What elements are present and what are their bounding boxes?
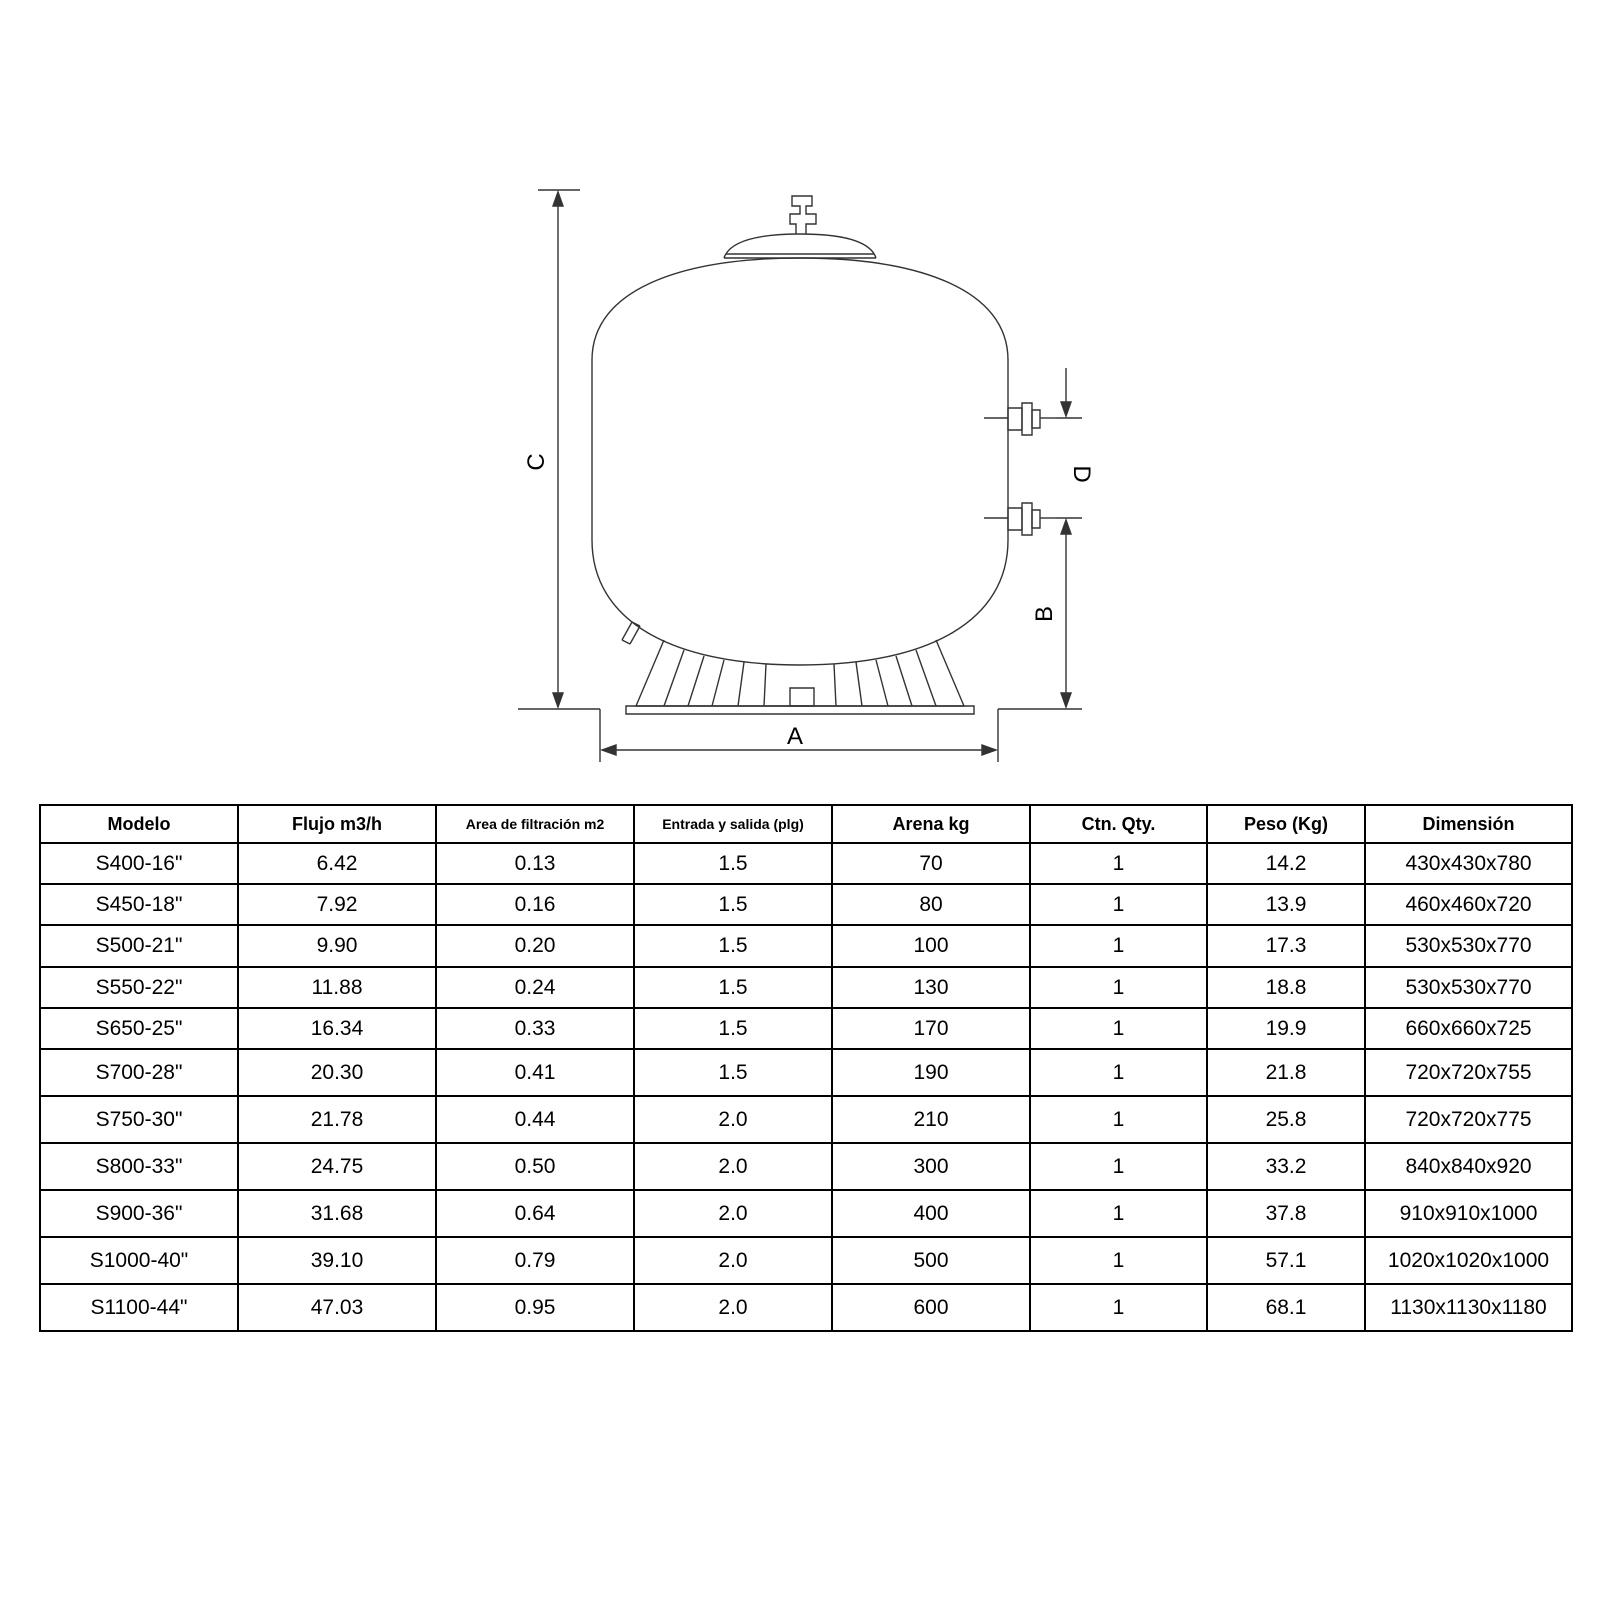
cell-entrada: 1.5 [634, 884, 832, 925]
cell-entrada: 1.5 [634, 1049, 832, 1096]
cell-peso: 19.9 [1207, 1008, 1365, 1049]
cell-modelo: S1100-44" [40, 1284, 238, 1331]
cell-ctn-qty: 1 [1030, 967, 1207, 1008]
cell-entrada: 1.5 [634, 967, 832, 1008]
cell-area: 0.95 [436, 1284, 634, 1331]
cell-peso: 37.8 [1207, 1190, 1365, 1237]
cell-flujo: 6.42 [238, 843, 436, 884]
dimension-label-c: C [523, 453, 550, 471]
cell-ctn-qty: 1 [1030, 925, 1207, 967]
cell-modelo: S550-22" [40, 967, 238, 1008]
cell-entrada: 1.5 [634, 843, 832, 884]
column-header-flujo: Flujo m3/h [238, 805, 436, 843]
cell-dimension: 1020x1020x1000 [1365, 1237, 1572, 1284]
cell-area: 0.13 [436, 843, 634, 884]
cell-entrada: 2.0 [634, 1237, 832, 1284]
cell-peso: 13.9 [1207, 884, 1365, 925]
tank-body [592, 258, 1008, 665]
cell-ctn-qty: 1 [1030, 1008, 1207, 1049]
cell-modelo: S900-36" [40, 1190, 238, 1237]
sand-filter-diagram [0, 0, 1600, 790]
dimension-label-a: A [786, 723, 804, 750]
cell-entrada: 2.0 [634, 1096, 832, 1143]
cell-dimension: 460x460x720 [1365, 884, 1572, 925]
cell-entrada: 1.5 [634, 925, 832, 967]
cell-area: 0.50 [436, 1143, 634, 1190]
cell-ctn-qty: 1 [1030, 884, 1207, 925]
cell-arena: 300 [832, 1143, 1030, 1190]
drain-port [622, 622, 640, 644]
cell-modelo: S650-25" [40, 1008, 238, 1049]
table-row [40, 843, 1572, 884]
table-row [40, 1096, 1572, 1143]
cell-arena: 190 [832, 1049, 1030, 1096]
cell-peso: 57.1 [1207, 1237, 1365, 1284]
top-valve [790, 196, 816, 234]
cell-dimension: 530x530x770 [1365, 967, 1572, 1008]
cell-area: 0.16 [436, 884, 634, 925]
cell-modelo: S1000-40" [40, 1237, 238, 1284]
cell-flujo: 39.10 [238, 1237, 436, 1284]
cell-modelo: S750-30" [40, 1096, 238, 1143]
cell-arena: 80 [832, 884, 1030, 925]
dimension-label-b: B [1031, 605, 1058, 623]
cell-ctn-qty: 1 [1030, 1237, 1207, 1284]
cell-arena: 210 [832, 1096, 1030, 1143]
cell-dimension: 720x720x755 [1365, 1049, 1572, 1096]
cell-flujo: 31.68 [238, 1190, 436, 1237]
cell-ctn-qty: 1 [1030, 1096, 1207, 1143]
specifications-table [39, 804, 1573, 1332]
cell-area: 0.24 [436, 967, 634, 1008]
column-header-entrada: Entrada y salida (plg) [634, 805, 832, 843]
cell-area: 0.64 [436, 1190, 634, 1237]
cell-arena: 500 [832, 1237, 1030, 1284]
cell-peso: 14.2 [1207, 843, 1365, 884]
table-row [40, 967, 1572, 1008]
cell-entrada: 2.0 [634, 1284, 832, 1331]
table-row [40, 925, 1572, 967]
cell-arena: 100 [832, 925, 1030, 967]
cell-arena: 170 [832, 1008, 1030, 1049]
cell-flujo: 21.78 [238, 1096, 436, 1143]
cell-entrada: 1.5 [634, 1008, 832, 1049]
cell-area: 0.41 [436, 1049, 634, 1096]
table-row [40, 1143, 1572, 1190]
cell-arena: 400 [832, 1190, 1030, 1237]
column-header-arena: Arena kg [832, 805, 1030, 843]
table-row [40, 884, 1572, 925]
cell-flujo: 11.88 [238, 967, 436, 1008]
cell-ctn-qty: 1 [1030, 1190, 1207, 1237]
table-row [40, 1190, 1572, 1237]
cell-arena: 600 [832, 1284, 1030, 1331]
table-row [40, 1284, 1572, 1331]
tank-base [626, 640, 974, 714]
cell-flujo: 24.75 [238, 1143, 436, 1190]
table-row [40, 1049, 1572, 1096]
cell-area: 0.44 [436, 1096, 634, 1143]
cell-arena: 70 [832, 843, 1030, 884]
lower-port [984, 503, 1056, 535]
upper-port [984, 403, 1056, 435]
cell-entrada: 2.0 [634, 1190, 832, 1237]
cell-flujo: 7.92 [238, 884, 436, 925]
column-header-modelo: Modelo [40, 805, 238, 843]
cell-modelo: S450-18" [40, 884, 238, 925]
cell-flujo: 16.34 [238, 1008, 436, 1049]
cell-dimension: 660x660x725 [1365, 1008, 1572, 1049]
column-header-dimension: Dimensión [1365, 805, 1572, 843]
cell-ctn-qty: 1 [1030, 1049, 1207, 1096]
cell-ctn-qty: 1 [1030, 843, 1207, 884]
cell-arena: 130 [832, 967, 1030, 1008]
cell-ctn-qty: 1 [1030, 1143, 1207, 1190]
cell-peso: 33.2 [1207, 1143, 1365, 1190]
cell-dimension: 1130x1130x1180 [1365, 1284, 1572, 1331]
cell-dimension: 430x430x780 [1365, 843, 1572, 884]
cell-dimension: 720x720x775 [1365, 1096, 1572, 1143]
cell-modelo: S700-28" [40, 1049, 238, 1096]
cell-peso: 21.8 [1207, 1049, 1365, 1096]
cell-peso: 25.8 [1207, 1096, 1365, 1143]
cell-modelo: S500-21" [40, 925, 238, 967]
table-header-row [40, 805, 1572, 843]
cell-entrada: 2.0 [634, 1143, 832, 1190]
cell-dimension: 910x910x1000 [1365, 1190, 1572, 1237]
cell-dimension: 530x530x770 [1365, 925, 1572, 967]
cell-area: 0.79 [436, 1237, 634, 1284]
cell-peso: 68.1 [1207, 1284, 1365, 1331]
cell-peso: 18.8 [1207, 967, 1365, 1008]
cell-flujo: 9.90 [238, 925, 436, 967]
cell-flujo: 47.03 [238, 1284, 436, 1331]
cell-peso: 17.3 [1207, 925, 1365, 967]
table-row [40, 1237, 1572, 1284]
cell-flujo: 20.30 [238, 1049, 436, 1096]
dimension-label-d: D [1068, 465, 1095, 483]
cell-area: 0.20 [436, 925, 634, 967]
column-header-peso: Peso (Kg) [1207, 805, 1365, 843]
cell-modelo: S400-16" [40, 843, 238, 884]
column-header-ctn-qty: Ctn. Qty. [1030, 805, 1207, 843]
cell-dimension: 840x840x920 [1365, 1143, 1572, 1190]
cell-area: 0.33 [436, 1008, 634, 1049]
cell-modelo: S800-33" [40, 1143, 238, 1190]
column-header-area: Area de filtración m2 [436, 805, 634, 843]
cell-ctn-qty: 1 [1030, 1284, 1207, 1331]
table-row [40, 1008, 1572, 1049]
